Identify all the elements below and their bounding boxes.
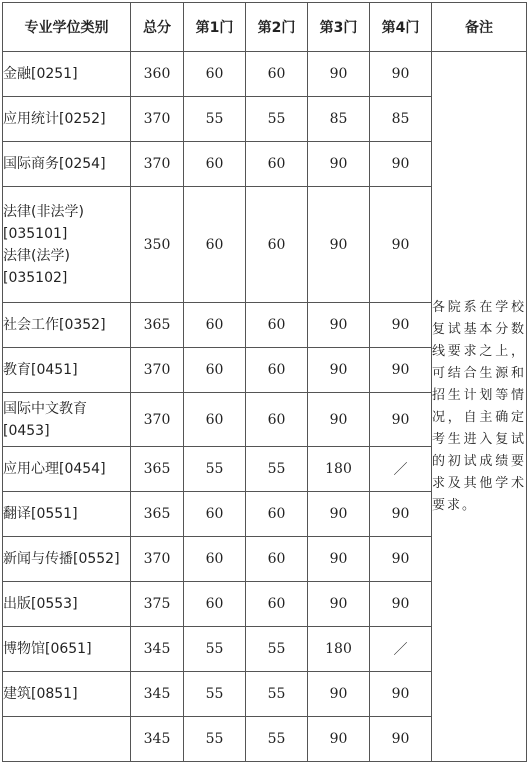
note-cell: 各院系在学校复试基本分数线要求之上，可结合生源和招生计划等情况，自主确定考生进入复试的初试成绩要求及其他学术要求。 [432,52,527,762]
header-total: 总分 [131,3,184,52]
subject-score-cell: 60 [246,142,308,187]
subject-score-cell: 90 [370,582,432,627]
category-cell [3,627,131,672]
subject-score-cell: 60 [184,492,246,537]
category-line: 国际中文教育 [3,400,87,417]
category-line: 新闻与传播[0552] [3,551,120,567]
subject-score-cell: 60 [184,303,246,348]
category-cell [3,97,131,142]
total-score-cell: 345 [131,717,184,762]
category-line: [035101] [3,225,68,242]
subject-score-cell: 90 [308,348,370,393]
subject-score-cell: 60 [246,582,308,627]
table-body [3,52,527,762]
subject-score-cell: 90 [370,303,432,348]
subject-score-cell: 90 [370,393,432,447]
total-score-cell: 345 [131,672,184,717]
header-note: 备注 [432,3,527,52]
total-score-cell: 375 [131,582,184,627]
category-line: [035102] [3,269,68,286]
category-cell [3,52,131,97]
total-score-cell: 370 [131,393,184,447]
category-cell [3,187,131,303]
header-category: 专业学位类别 [3,3,131,52]
subject-score-cell: 60 [184,582,246,627]
total-score-cell: 365 [131,492,184,537]
category-cell [3,447,131,492]
category-line: 金融[0251] [3,66,78,82]
subject-score-cell: 90 [308,582,370,627]
subject-score-cell: 90 [308,52,370,97]
subject-score-cell: 60 [184,187,246,303]
subject-score-cell: 60 [184,52,246,97]
subject-score-cell: 90 [308,537,370,582]
category-cell [3,303,131,348]
category-cell [3,537,131,582]
subject-score-cell: 55 [246,447,308,492]
total-score-cell: 350 [131,187,184,303]
subject-score-cell: 90 [308,672,370,717]
subject-score-cell: 90 [370,187,432,303]
category-cell [3,492,131,537]
total-score-cell: 370 [131,97,184,142]
subject-score-cell: 60 [184,537,246,582]
header-row [3,3,527,52]
subject-score-cell: 180 [308,627,370,672]
header-subject-3: 第3门 [308,3,370,52]
subject-score-cell: 55 [184,447,246,492]
subject-score-cell: 90 [370,348,432,393]
subject-score-cell: ／ [370,627,432,672]
subject-score-cell: 60 [184,348,246,393]
subject-score-cell: 90 [308,142,370,187]
subject-score-cell: 90 [370,537,432,582]
category-line: 应用心理[0454] [3,461,106,477]
header-subject-2: 第2门 [246,3,308,52]
total-score-cell: 365 [131,447,184,492]
header-subject-1: 第1门 [184,3,246,52]
subject-score-cell: 90 [308,303,370,348]
subject-score-cell: 55 [246,717,308,762]
subject-score-cell: 60 [184,142,246,187]
subject-score-cell: 90 [370,142,432,187]
subject-score-cell: 60 [246,52,308,97]
category-line: 教育[0451] [3,362,78,378]
subject-score-cell: 90 [370,52,432,97]
total-score-cell: 370 [131,142,184,187]
subject-score-cell: ／ [370,447,432,492]
category-cell [3,393,131,447]
category-line: 社会工作[0352] [3,317,106,333]
subject-score-cell: 180 [308,447,370,492]
total-score-cell: 370 [131,537,184,582]
subject-score-cell: 55 [184,97,246,142]
subject-score-cell: 60 [246,187,308,303]
subject-score-cell: 60 [184,393,246,447]
category-line: 翻译[0551] [3,506,78,522]
category-line: [0453] [3,422,50,439]
subject-score-cell: 55 [184,717,246,762]
subject-score-cell: 90 [370,672,432,717]
category-line: 法律(非法学) [3,203,84,220]
total-score-cell: 345 [131,627,184,672]
category-cell [3,672,131,717]
header-subject-4: 第4门 [370,3,432,52]
total-score-cell: 365 [131,303,184,348]
subject-score-cell: 60 [246,393,308,447]
category-line: 法律(法学) [3,247,70,264]
subject-score-cell: 55 [184,672,246,717]
subject-score-cell: 55 [246,627,308,672]
score-line-table [2,2,527,762]
category-line: 国际商务[0254] [3,156,106,172]
subject-score-cell: 90 [308,717,370,762]
subject-score-cell: 60 [246,348,308,393]
total-score-cell: 370 [131,348,184,393]
subject-score-cell: 90 [308,187,370,303]
subject-score-cell: 55 [246,97,308,142]
subject-score-cell: 60 [246,537,308,582]
subject-score-cell: 55 [246,672,308,717]
category-line: 博物馆[0651] [3,641,92,657]
category-line: 建筑[0851] [3,686,78,702]
subject-score-cell: 85 [370,97,432,142]
subject-score-cell: 90 [370,717,432,762]
subject-score-cell: 85 [308,97,370,142]
total-score-cell: 360 [131,52,184,97]
subject-score-cell: 90 [370,492,432,537]
subject-score-cell: 90 [308,393,370,447]
subject-score-cell: 60 [246,492,308,537]
category-line: 应用统计[0252] [3,111,106,127]
subject-score-cell: 60 [246,303,308,348]
category-line: 出版[0553] [3,596,78,612]
subject-score-cell: 55 [184,627,246,672]
category-cell [3,582,131,627]
table-row [3,52,527,97]
category-cell [3,142,131,187]
category-cell [3,348,131,393]
subject-score-cell: 90 [308,492,370,537]
category-cell [3,717,131,762]
